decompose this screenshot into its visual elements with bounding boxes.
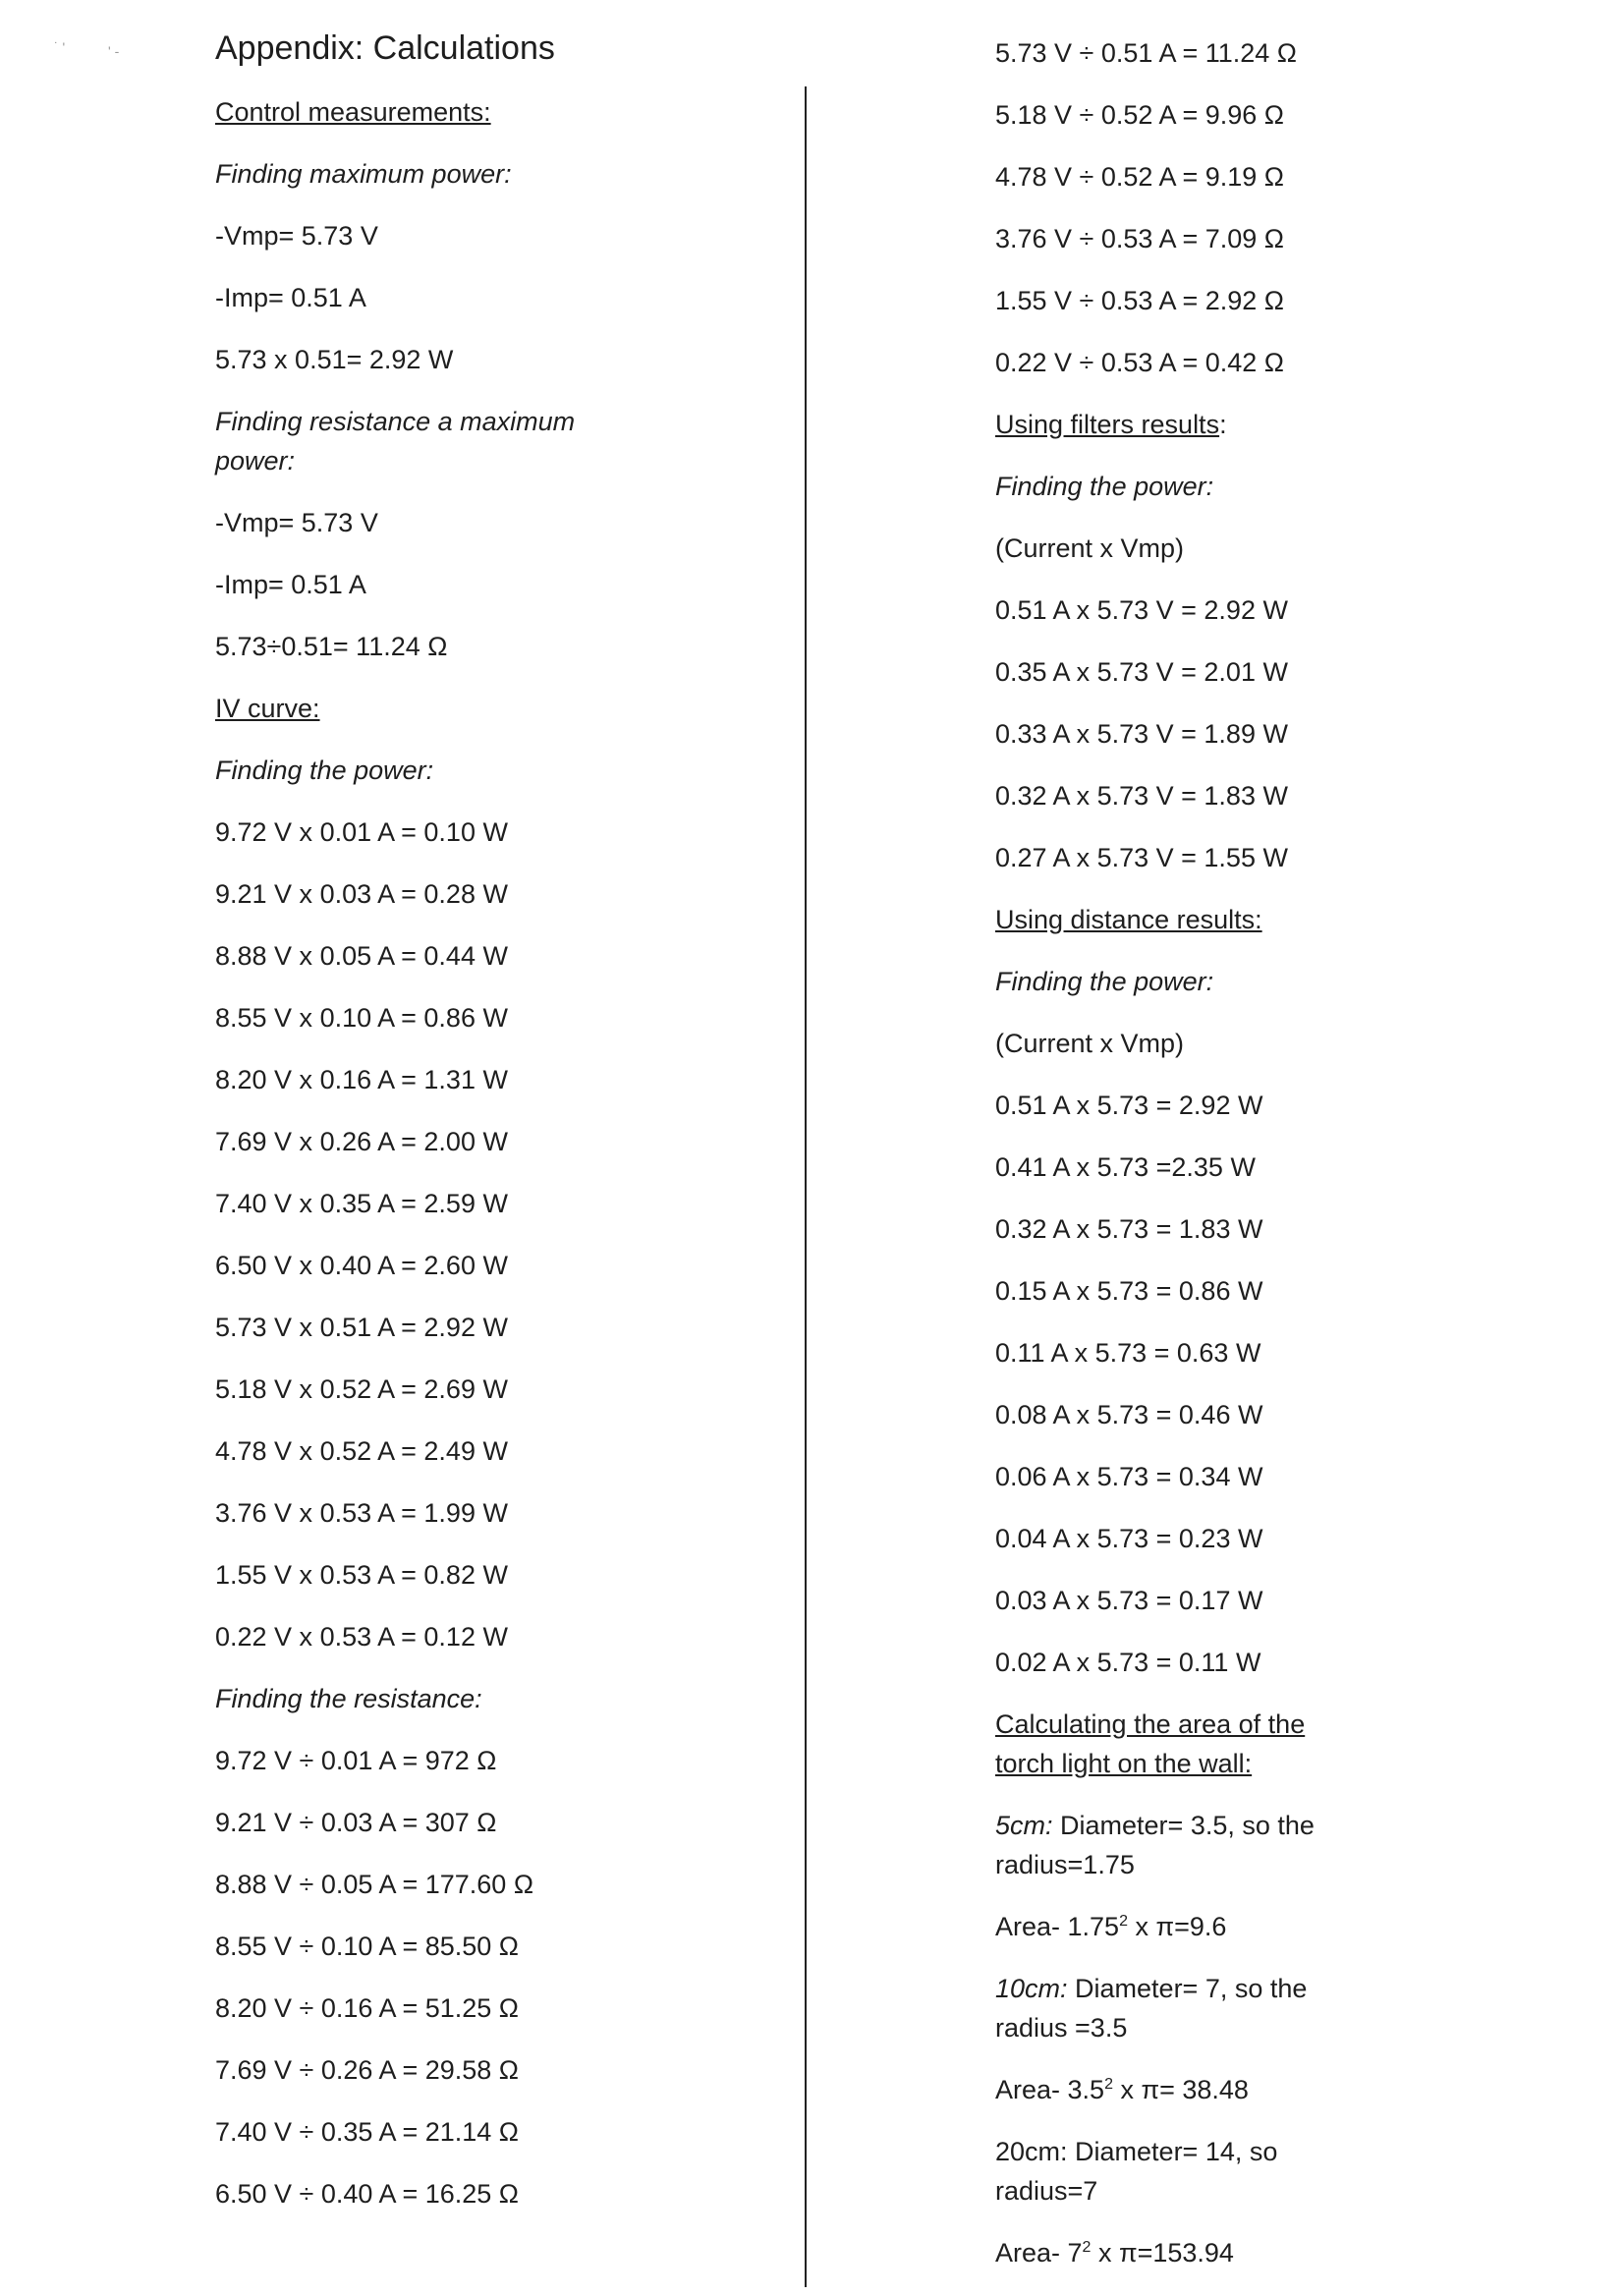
- calc-line: 0.35 A x 5.73 V = 2.01 W: [995, 657, 1288, 687]
- calc-line: 5.18 V x 0.52 A = 2.69 W: [215, 1374, 508, 1404]
- calc-line: 0.27 A x 5.73 V = 1.55 W: [995, 843, 1288, 872]
- control-heading: Control measurements:: [215, 97, 491, 127]
- calc-line: 4.78 V ÷ 0.52 A = 9.19 Ω: [995, 162, 1284, 192]
- imp-value: -Imp= 0.51 A: [215, 570, 366, 599]
- vmp-value: -Vmp= 5.73 V: [215, 221, 378, 251]
- calc-line: 0.51 A x 5.73 V = 2.92 W: [995, 595, 1288, 625]
- calc-line: 9.21 V ÷ 0.03 A = 307 Ω: [215, 1808, 497, 1837]
- iv-resistance-heading: Finding the resistance:: [215, 1684, 482, 1713]
- calc-line: 6.50 V x 0.40 A = 2.60 W: [215, 1251, 508, 1280]
- resistance-calc: 5.73÷0.51= 11.24 Ω: [215, 632, 448, 661]
- calc-line: 7.40 V x 0.35 A = 2.59 W: [215, 1189, 508, 1218]
- calc-line: 3.76 V x 0.53 A = 1.99 W: [215, 1498, 508, 1528]
- calc-line: 0.03 A x 5.73 = 0.17 W: [995, 1586, 1263, 1615]
- calc-line: 7.69 V ÷ 0.26 A = 29.58 Ω: [215, 2055, 519, 2085]
- calc-line: 6.50 V ÷ 0.40 A = 16.25 Ω: [215, 2179, 519, 2209]
- calc-line: 5.18 V ÷ 0.52 A = 9.96 Ω: [995, 100, 1284, 130]
- imp-value: -Imp= 0.51 A: [215, 283, 366, 312]
- right-column: [995, 33, 1545, 2295]
- max-power-heading: Finding maximum power:: [215, 159, 512, 189]
- scan-speck: ˙ ': [54, 39, 66, 55]
- area-5cm-text: 5cm: Diameter= 3.5, so the radius=1.75: [995, 1811, 1315, 1879]
- calc-line: 7.40 V ÷ 0.35 A = 21.14 Ω: [215, 2117, 519, 2147]
- calc-line: 0.22 V ÷ 0.53 A = 0.42 Ω: [995, 348, 1284, 377]
- calc-line: 7.69 V x 0.26 A = 2.00 W: [215, 1127, 508, 1156]
- area-10cm-calc: Area- $3.5^2$ x π= 38.48: [995, 2075, 1249, 2104]
- filters-heading: Using filters results:: [995, 410, 1227, 439]
- calc-line: 0.04 A x 5.73 = 0.23 W: [995, 1524, 1263, 1553]
- iv-power-heading: Finding the power:: [215, 756, 434, 785]
- calc-line: 9.72 V x 0.01 A = 0.10 W: [215, 817, 508, 847]
- distance-formula: (Current x Vmp): [995, 1029, 1185, 1058]
- calc-line: 0.15 A x 5.73 = 0.86 W: [995, 1276, 1263, 1306]
- calc-line: 1.55 V x 0.53 A = 0.82 W: [215, 1560, 508, 1590]
- calc-line: 1.55 V ÷ 0.53 A = 2.92 Ω: [995, 286, 1284, 315]
- calc-line: 0.32 A x 5.73 V = 1.83 W: [995, 781, 1288, 811]
- calc-line: 0.32 A x 5.73 = 1.83 W: [995, 1214, 1263, 1244]
- distance-heading: Using distance results:: [995, 905, 1262, 934]
- filters-formula: (Current x Vmp): [995, 533, 1185, 563]
- page-title: Appendix: Calculations: [215, 29, 555, 67]
- area-20cm-calc: Area- $7^2$ x π=153.94: [995, 2238, 1234, 2268]
- calc-line: 9.72 V ÷ 0.01 A = 972 Ω: [215, 1746, 497, 1775]
- calc-line: 5.73 V ÷ 0.51 A = 11.24 Ω: [995, 38, 1297, 68]
- calc-line: 5.73 V x 0.51 A = 2.92 W: [215, 1313, 508, 1342]
- calc-line: 0.33 A x 5.73 V = 1.89 W: [995, 719, 1288, 749]
- distance-power-heading: Finding the power:: [995, 967, 1214, 996]
- area-heading: Calculating the area of the torch light on the wall:: [995, 1709, 1306, 1778]
- filters-power-heading: Finding the power:: [995, 472, 1214, 501]
- area-5cm-calc: Area- 1.75$^2$ x π=9.6: [995, 1912, 1227, 1941]
- calc-line: 0.08 A x 5.73 = 0.46 W: [995, 1400, 1263, 1429]
- calc-line: 8.20 V ÷ 0.16 A = 51.25 Ω: [215, 1993, 519, 2023]
- area-20cm-text: 20cm: Diameter= 14, so radius=7: [995, 2137, 1278, 2206]
- calc-line: 8.88 V ÷ 0.05 A = 177.60 Ω: [215, 1870, 533, 1899]
- area-10cm-text: 10cm: Diameter= 7, so the radius =3.5: [995, 1974, 1308, 2043]
- vmp-value: -Vmp= 5.73 V: [215, 508, 378, 537]
- calc-line: 8.55 V ÷ 0.10 A = 85.50 Ω: [215, 1932, 519, 1961]
- calc-line: 0.11 A x 5.73 = 0.63 W: [995, 1338, 1261, 1368]
- max-power-calc: 5.73 x 0.51= 2.92 W: [215, 345, 454, 374]
- resistance-heading: Finding resistance a maximum power:: [215, 407, 576, 476]
- scan-speck: ' -: [108, 43, 120, 59]
- calc-line: 0.06 A x 5.73 = 0.34 W: [995, 1462, 1263, 1491]
- calc-line: 0.51 A x 5.73 = 2.92 W: [995, 1091, 1263, 1120]
- calc-line: 0.22 V x 0.53 A = 0.12 W: [215, 1622, 508, 1652]
- calc-line: 0.02 A x 5.73 = 0.11 W: [995, 1648, 1261, 1677]
- iv-curve-heading: IV curve:: [215, 694, 320, 723]
- calc-line: 3.76 V ÷ 0.53 A = 7.09 Ω: [995, 224, 1284, 253]
- calc-line: 8.20 V x 0.16 A = 1.31 W: [215, 1065, 508, 1094]
- calc-line: 4.78 V x 0.52 A = 2.49 W: [215, 1436, 508, 1466]
- calc-line: 8.88 V x 0.05 A = 0.44 W: [215, 941, 508, 971]
- calc-line: 0.41 A x 5.73 =2.35 W: [995, 1152, 1256, 1182]
- calc-line: 9.21 V x 0.03 A = 0.28 W: [215, 879, 508, 909]
- calc-line: 8.55 V x 0.10 A = 0.86 W: [215, 1003, 508, 1033]
